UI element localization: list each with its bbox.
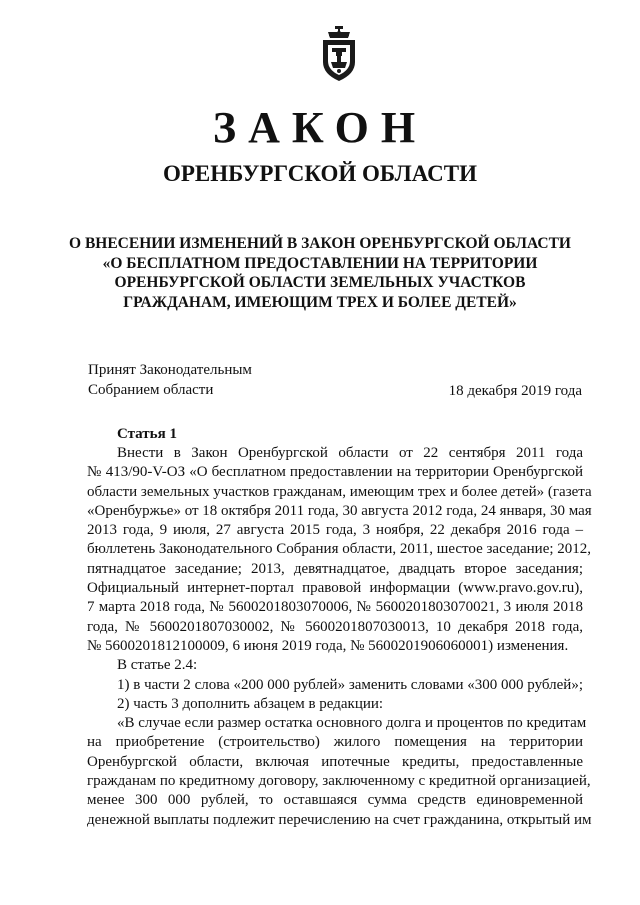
adoption-date: 18 декабря 2019 года [448,383,582,399]
law-subject-title [0,234,640,312]
body-line: бюллетень Законодательного Собрания области, 2011, шестое заседание; 2012, [87,541,592,558]
body-line: 2) часть 3 дополнить абзацем в редакции: [117,695,384,712]
body-line: № 5600201812100009, 6 июня 2019 года, № 5600201906060001) изменения. [87,637,569,654]
body-line: В статье 2.4: [117,657,198,674]
article-body [87,444,592,830]
body-line: пятнадцатое заседание; 2013, девятнадцатое, двадцать второе заседания; [87,560,583,577]
body-line: гражданам по кредитному договору, заключенному с кредитной организацией, [87,773,591,790]
body-line: № 413/90-V-ОЗ «О бесплатном предоставлении на территории Оренбургской [87,464,583,481]
adoption-line: Принят Законодательным [88,362,252,378]
article-title: Статья 1 [117,426,177,442]
body-line: Официальный интернет-портал правовой информации (www.pravo.gov.ru), [87,580,583,597]
adoption-line: Собранием области [88,382,214,398]
body-line: 2013 года, 9 июля, 27 августа 2015 года, 3 ноября, 22 декабря 2016 года – [87,522,583,539]
adoption-block [88,360,252,400]
body-line: менее 300 000 рублей, то оставшаяся сумма средств единовременной [87,792,583,809]
body-line: года, № 5600201807030002, № 5600201807030013, 10 декабря 2018 года, [87,618,583,635]
subject-line: О ВНЕСЕНИИ ИЗМЕНЕНИЙ В ЗАКОН ОРЕНБУРГСКОЙ ОБЛАСТИ [69,235,571,252]
body-line: Оренбургской области, включая ипотечные кредиты, предоставленные [87,753,583,770]
body-line: 7 марта 2018 года, № 5600201803070006, № 5600201803070021, 3 июля 2018 [87,599,583,616]
body-line: денежной выплаты подлежит перечислению на счет гражданина, открытый им [87,811,592,828]
law-heading: ЗАКОН [212,103,428,152]
body-line: на приобретение (строительство) жилого помещения на территории [87,734,583,751]
coat-of-arms-emblem [318,26,360,82]
subject-line: ОРЕНБУРГСКОЙ ОБЛАСТИ ЗЕМЕЛЬНЫХ УЧАСТКОВ [114,274,526,291]
body-line: «Оренбуржье» от 18 октября 2011 года, 30 августа 2012 года, 24 января, 30 мая [87,502,592,519]
body-line: «В случае если размер остатка основного долга и процентов по кредитам [117,715,587,732]
subject-line: ГРАЖДАНАМ, ИМЕЮЩИМ ТРЕХ И БОЛЕЕ ДЕТЕЙ» [123,293,517,311]
subject-line: «О БЕСПЛАТНОМ ПРЕДОСТАВЛЕНИИ НА ТЕРРИТОРИИ [102,254,538,272]
body-line: 1) в части 2 слова «200 000 рублей» заменить словами «300 000 рублей»; [117,676,583,693]
body-line: области земельных участков гражданам, имеющим трех и более детей» (газета [87,483,592,500]
body-line: Внести в Закон Оренбургской области от 22 сентября 2011 года [117,445,583,461]
region-heading: ОРЕНБУРГСКОЙ ОБЛАСТИ [162,161,478,186]
